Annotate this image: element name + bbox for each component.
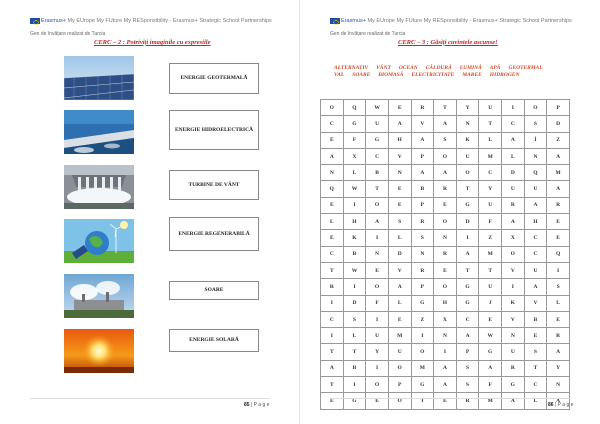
hidden-word: BIOMASĂ: [378, 72, 404, 79]
grid-cell[interactable]: V: [388, 148, 411, 164]
grid-cell[interactable]: B: [343, 246, 366, 262]
grid-cell[interactable]: Q: [321, 181, 344, 197]
hidden-word: CĂLDURĂ: [425, 65, 452, 71]
grid-row: [321, 230, 570, 246]
grid-cell[interactable]: Z: [479, 230, 502, 246]
grid-cell[interactable]: V: [502, 311, 525, 327]
grid-cell[interactable]: A: [547, 393, 570, 409]
grid-cell[interactable]: R: [547, 197, 570, 213]
grid-cell[interactable]: O: [524, 100, 547, 116]
grid-cell[interactable]: U: [479, 100, 502, 116]
grid-cell[interactable]: A: [479, 360, 502, 376]
footer-line: [330, 398, 570, 399]
grid-cell[interactable]: M: [388, 328, 411, 344]
grid-cell[interactable]: M: [479, 148, 502, 164]
hidden-word: VÂNT: [376, 65, 391, 71]
grid-cell[interactable]: I: [321, 295, 344, 311]
grid-cell[interactable]: W: [366, 100, 389, 116]
grid-cell[interactable]: E: [388, 311, 411, 327]
grid-cell[interactable]: A: [411, 165, 434, 181]
page-header: [330, 17, 572, 25]
grid-row: [321, 246, 570, 262]
grid-cell[interactable]: D: [502, 165, 525, 181]
page-number: 85 | P a g e: [244, 402, 270, 408]
grid-cell[interactable]: C: [524, 246, 547, 262]
grid-row: [321, 100, 570, 116]
grid-cell[interactable]: F: [479, 214, 502, 230]
page-header: [30, 17, 272, 25]
grid-cell[interactable]: R: [411, 262, 434, 278]
right-page: [300, 0, 600, 424]
grid-cell[interactable]: L: [343, 165, 366, 181]
label-box: ENERGIE REGENERABILĂ: [169, 217, 259, 251]
grid-row: [321, 132, 570, 148]
hidden-word: MAREE: [462, 72, 482, 79]
grid-cell[interactable]: U: [366, 328, 389, 344]
grid-row: [321, 295, 570, 311]
grid-cell[interactable]: S: [524, 344, 547, 360]
hidden-word: LUMINĂ: [459, 65, 482, 71]
grid-cell[interactable]: T: [456, 262, 479, 278]
grid-cell[interactable]: A: [434, 377, 457, 393]
grid-cell[interactable]: P: [411, 148, 434, 164]
grid-row: [321, 344, 570, 360]
geothermal-plant-photo: [64, 274, 134, 318]
grid-cell[interactable]: L: [547, 295, 570, 311]
grid-cell[interactable]: R: [411, 100, 434, 116]
grid-cell[interactable]: U: [502, 344, 525, 360]
grid-cell[interactable]: T: [411, 393, 434, 409]
grid-cell[interactable]: I: [547, 262, 570, 278]
grid-cell[interactable]: G: [411, 295, 434, 311]
grid-cell[interactable]: R: [502, 360, 525, 376]
grid-cell[interactable]: Z: [411, 311, 434, 327]
label-box: ENERGIE SOLARĂ: [169, 329, 259, 352]
grid-cell[interactable]: U: [502, 181, 525, 197]
header-subtitle: Gen de învățare realizat de Turcia: [30, 31, 106, 37]
hydro-dam-photo: [64, 110, 134, 154]
grid-cell[interactable]: Z: [547, 132, 570, 148]
grid-row: [321, 279, 570, 295]
grid-cell[interactable]: P: [411, 279, 434, 295]
label-box: SOARE: [169, 281, 259, 300]
grid-cell[interactable]: P: [411, 197, 434, 213]
grid-cell[interactable]: S: [411, 230, 434, 246]
grid-cell[interactable]: S: [343, 311, 366, 327]
grid-cell[interactable]: P: [456, 344, 479, 360]
grid-cell[interactable]: A: [388, 279, 411, 295]
grid-cell[interactable]: C: [321, 116, 344, 132]
grid-cell[interactable]: M: [479, 393, 502, 409]
grid-cell[interactable]: A: [321, 360, 344, 376]
grid-cell[interactable]: I: [366, 311, 389, 327]
header-text: My EUrope My FUture My RESponsibility - Erasmus+ Strategic School Partnerships: [67, 18, 272, 24]
grid-cell[interactable]: S: [456, 360, 479, 376]
grid-row: [321, 360, 570, 376]
grid-cell[interactable]: G: [456, 295, 479, 311]
word-list: [334, 65, 554, 79]
grid-cell[interactable]: D: [456, 214, 479, 230]
grid-cell[interactable]: R: [434, 181, 457, 197]
word-search-grid: [320, 99, 570, 410]
grid-cell[interactable]: M: [411, 360, 434, 376]
grid-cell[interactable]: A: [547, 148, 570, 164]
grid-cell[interactable]: F: [479, 377, 502, 393]
sun-photo: [64, 329, 134, 373]
footer-line: [30, 398, 270, 399]
hidden-word: HIDROGEN: [489, 72, 520, 79]
grid-row: [321, 214, 570, 230]
grid-cell[interactable]: H: [388, 132, 411, 148]
grid-cell[interactable]: L: [502, 148, 525, 164]
header-text: My EUrope My FUture My RESponsibility - Erasmus+ Strategic School Partnerships: [367, 18, 572, 24]
grid-cell[interactable]: I: [366, 360, 389, 376]
grid-row: [321, 328, 570, 344]
grid-cell[interactable]: P: [388, 377, 411, 393]
grid-cell[interactable]: L: [479, 132, 502, 148]
grid-cell[interactable]: I: [502, 279, 525, 295]
grid-cell[interactable]: T: [479, 262, 502, 278]
grid-cell[interactable]: A: [456, 246, 479, 262]
grid-row: [321, 181, 570, 197]
renewable-globe-photo: [64, 219, 134, 263]
grid-cell[interactable]: E: [321, 132, 344, 148]
erasmus-logo-text: Erasmus+: [341, 18, 366, 24]
grid-cell[interactable]: A: [366, 214, 389, 230]
grid-cell[interactable]: X: [502, 230, 525, 246]
grid-cell[interactable]: L: [388, 230, 411, 246]
grid-cell[interactable]: A: [502, 132, 525, 148]
grid-cell[interactable]: I: [321, 328, 344, 344]
grid-cell[interactable]: T: [434, 100, 457, 116]
grid-cell[interactable]: U: [456, 148, 479, 164]
grid-cell[interactable]: E: [479, 311, 502, 327]
grid-cell[interactable]: A: [434, 165, 457, 181]
grid-cell[interactable]: S: [524, 116, 547, 132]
grid-row: [321, 311, 570, 327]
grid-cell[interactable]: X: [434, 311, 457, 327]
grid-cell[interactable]: G: [411, 377, 434, 393]
grid-cell[interactable]: C: [502, 116, 525, 132]
grid-cell[interactable]: N: [321, 165, 344, 181]
grid-row: [321, 148, 570, 164]
grid-cell[interactable]: I: [343, 377, 366, 393]
grid-cell[interactable]: B: [411, 181, 434, 197]
grid-cell[interactable]: O: [388, 360, 411, 376]
grid-cell[interactable]: Q: [547, 246, 570, 262]
grid-cell[interactable]: A: [321, 148, 344, 164]
grid-cell[interactable]: G: [502, 377, 525, 393]
grid-cell[interactable]: R: [321, 279, 344, 295]
grid-cell[interactable]: A: [411, 132, 434, 148]
hidden-word: VAL: [334, 72, 345, 79]
grid-cell[interactable]: R: [547, 328, 570, 344]
grid-cell[interactable]: G: [456, 279, 479, 295]
grid-cell[interactable]: S: [434, 132, 457, 148]
grid-cell[interactable]: C: [321, 246, 344, 262]
grid-cell[interactable]: I: [343, 279, 366, 295]
grid-row: [321, 377, 570, 393]
grid-cell[interactable]: T: [366, 181, 389, 197]
grid-cell[interactable]: O: [321, 100, 344, 116]
grid-cell[interactable]: T: [321, 377, 344, 393]
grid-cell[interactable]: G: [479, 344, 502, 360]
grid-cell[interactable]: U: [366, 116, 389, 132]
grid-cell[interactable]: N: [434, 230, 457, 246]
grid-cell[interactable]: A: [456, 328, 479, 344]
grid-cell[interactable]: C: [366, 148, 389, 164]
grid-cell[interactable]: Y: [547, 360, 570, 376]
grid-cell[interactable]: D: [343, 295, 366, 311]
grid-cell[interactable]: O: [366, 377, 389, 393]
grid-cell[interactable]: R: [411, 214, 434, 230]
grid-cell[interactable]: Q: [343, 100, 366, 116]
grid-cell[interactable]: A: [502, 214, 525, 230]
grid-cell[interactable]: A: [388, 116, 411, 132]
grid-cell[interactable]: S: [547, 279, 570, 295]
grid-cell[interactable]: O: [366, 279, 389, 295]
grid-cell[interactable]: E: [434, 197, 457, 213]
grid-cell[interactable]: D: [547, 116, 570, 132]
grid-cell[interactable]: J: [479, 295, 502, 311]
hidden-word: GEOTERMAL: [508, 65, 543, 71]
grid-cell[interactable]: O: [456, 165, 479, 181]
erasmus-logo-text: Erasmus+: [41, 18, 66, 24]
grid-cell[interactable]: R: [456, 393, 479, 409]
hidden-word: APĂ: [489, 65, 501, 71]
grid-cell[interactable]: O: [434, 279, 457, 295]
grid-row: [321, 393, 570, 409]
grid-cell[interactable]: V: [411, 116, 434, 132]
grid-cell[interactable]: A: [434, 360, 457, 376]
grid-cell[interactable]: O: [366, 197, 389, 213]
grid-cell[interactable]: M: [547, 165, 570, 181]
grid-cell[interactable]: B: [366, 165, 389, 181]
grid-cell[interactable]: N: [456, 116, 479, 132]
grid-cell[interactable]: E: [366, 393, 389, 409]
grid-cell[interactable]: O: [388, 393, 411, 409]
grid-cell[interactable]: E: [366, 262, 389, 278]
grid-cell[interactable]: R: [434, 246, 457, 262]
page-title: CERC – 2 : Potriviți imaginile cu expresiile: [94, 39, 211, 46]
grid-cell[interactable]: N: [502, 328, 525, 344]
grid-cell[interactable]: N: [388, 165, 411, 181]
grid-cell[interactable]: L: [343, 328, 366, 344]
grid-cell[interactable]: T: [321, 344, 344, 360]
grid-cell[interactable]: İ: [524, 132, 547, 148]
grid-cell[interactable]: Q: [524, 165, 547, 181]
grid-cell[interactable]: G: [456, 197, 479, 213]
grid-cell[interactable]: E: [547, 230, 570, 246]
grid-cell[interactable]: T: [343, 344, 366, 360]
grid-cell[interactable]: A: [502, 393, 525, 409]
grid-cell[interactable]: B: [524, 311, 547, 327]
grid-cell[interactable]: E: [321, 230, 344, 246]
grid-cell[interactable]: H: [524, 214, 547, 230]
grid-cell[interactable]: E: [547, 214, 570, 230]
grid-cell[interactable]: N: [547, 377, 570, 393]
grid-cell[interactable]: A: [524, 197, 547, 213]
grid-cell[interactable]: Y: [366, 344, 389, 360]
grid-cell[interactable]: V: [524, 295, 547, 311]
hidden-word: OCEAN: [398, 65, 418, 71]
grid-cell[interactable]: I: [502, 100, 525, 116]
grid-cell[interactable]: R: [502, 197, 525, 213]
grid-cell[interactable]: T: [456, 181, 479, 197]
grid-cell[interactable]: A: [547, 344, 570, 360]
grid-cell[interactable]: K: [343, 230, 366, 246]
hidden-word: ALTERNATIV: [334, 65, 369, 71]
grid-row: [321, 165, 570, 181]
label-box: ENERGIE HIDROELECTRICĂ: [169, 110, 259, 150]
grid-cell[interactable]: G: [343, 393, 366, 409]
grid-cell[interactable]: F: [366, 295, 389, 311]
grid-cell[interactable]: E: [434, 262, 457, 278]
grid-cell[interactable]: L: [388, 295, 411, 311]
grid-cell[interactable]: C: [456, 311, 479, 327]
grid-cell[interactable]: V: [502, 262, 525, 278]
grid-cell[interactable]: P: [547, 100, 570, 116]
grid-cell[interactable]: L: [321, 214, 344, 230]
grid-cell[interactable]: Y: [479, 181, 502, 197]
grid-cell[interactable]: T: [524, 360, 547, 376]
grid-cell[interactable]: G: [343, 116, 366, 132]
grid-cell[interactable]: I: [366, 230, 389, 246]
grid-cell[interactable]: H: [434, 295, 457, 311]
grid-cell[interactable]: A: [434, 116, 457, 132]
grid-cell[interactable]: X: [343, 148, 366, 164]
grid-cell[interactable]: A: [547, 181, 570, 197]
grid-cell[interactable]: U: [524, 181, 547, 197]
grid-cell[interactable]: N: [411, 246, 434, 262]
grid-cell[interactable]: B: [343, 360, 366, 376]
grid-cell[interactable]: W: [343, 262, 366, 278]
dam-waterfall-photo: [64, 165, 134, 209]
grid-cell[interactable]: I: [343, 197, 366, 213]
grid-cell[interactable]: O: [434, 148, 457, 164]
grid-cell[interactable]: U: [479, 279, 502, 295]
hidden-word: SOARE: [352, 72, 371, 79]
grid-cell[interactable]: N: [524, 148, 547, 164]
grid-cell[interactable]: L: [524, 393, 547, 409]
grid-cell[interactable]: D: [388, 246, 411, 262]
label-box: TURBINE DE VÂNT: [169, 170, 259, 200]
grid-cell[interactable]: C: [524, 377, 547, 393]
hidden-word: ELECTRICITATE: [411, 72, 455, 79]
grid-cell[interactable]: K: [502, 295, 525, 311]
grid-cell[interactable]: S: [456, 377, 479, 393]
grid-cell[interactable]: W: [479, 328, 502, 344]
eu-flag-icon: [30, 18, 40, 24]
grid-cell[interactable]: C: [524, 230, 547, 246]
grid-cell[interactable]: E: [321, 393, 344, 409]
grid-cell[interactable]: C: [479, 165, 502, 181]
grid-cell[interactable]: K: [456, 132, 479, 148]
grid-cell[interactable]: V: [388, 262, 411, 278]
grid-cell[interactable]: U: [388, 344, 411, 360]
grid-cell[interactable]: I: [411, 328, 434, 344]
grid-cell[interactable]: U: [479, 197, 502, 213]
grid-cell[interactable]: N: [434, 328, 457, 344]
grid-cell[interactable]: C: [321, 311, 344, 327]
grid-row: [321, 197, 570, 213]
header-subtitle: Gen de învățare realizat de Turcia: [330, 31, 406, 37]
page-number: 86 | P a g e: [548, 402, 574, 408]
grid-cell[interactable]: T: [479, 116, 502, 132]
grid-cell[interactable]: S: [388, 214, 411, 230]
grid-cell[interactable]: E: [388, 100, 411, 116]
grid-cell[interactable]: N: [366, 246, 389, 262]
grid-cell[interactable]: M: [479, 246, 502, 262]
label-box: ENERGIE GEOTERMALĂ: [169, 63, 259, 94]
grid-cell[interactable]: T: [321, 262, 344, 278]
grid-cell[interactable]: A: [524, 279, 547, 295]
grid-cell[interactable]: W: [343, 181, 366, 197]
grid-cell[interactable]: O: [502, 246, 525, 262]
grid-cell[interactable]: I: [434, 344, 457, 360]
grid-cell[interactable]: E: [524, 328, 547, 344]
solar-panels-photo: [64, 56, 134, 100]
grid-cell[interactable]: O: [411, 344, 434, 360]
grid-row: [321, 116, 570, 132]
grid-cell[interactable]: E: [547, 311, 570, 327]
grid-cell[interactable]: Y: [456, 100, 479, 116]
grid-cell[interactable]: E: [321, 197, 344, 213]
grid-cell[interactable]: G: [366, 132, 389, 148]
grid-row: [321, 262, 570, 278]
grid-cell[interactable]: O: [434, 214, 457, 230]
grid-cell[interactable]: E: [388, 197, 411, 213]
grid-cell[interactable]: E: [434, 393, 457, 409]
grid-cell[interactable]: I: [456, 230, 479, 246]
grid-cell[interactable]: F: [343, 132, 366, 148]
grid-cell[interactable]: H: [343, 214, 366, 230]
eu-flag-icon: [330, 18, 340, 24]
page-title: CERC – 3 : Găsiți cuvintele ascunse!: [398, 39, 498, 46]
grid-cell[interactable]: E: [388, 181, 411, 197]
grid-cell[interactable]: U: [524, 262, 547, 278]
